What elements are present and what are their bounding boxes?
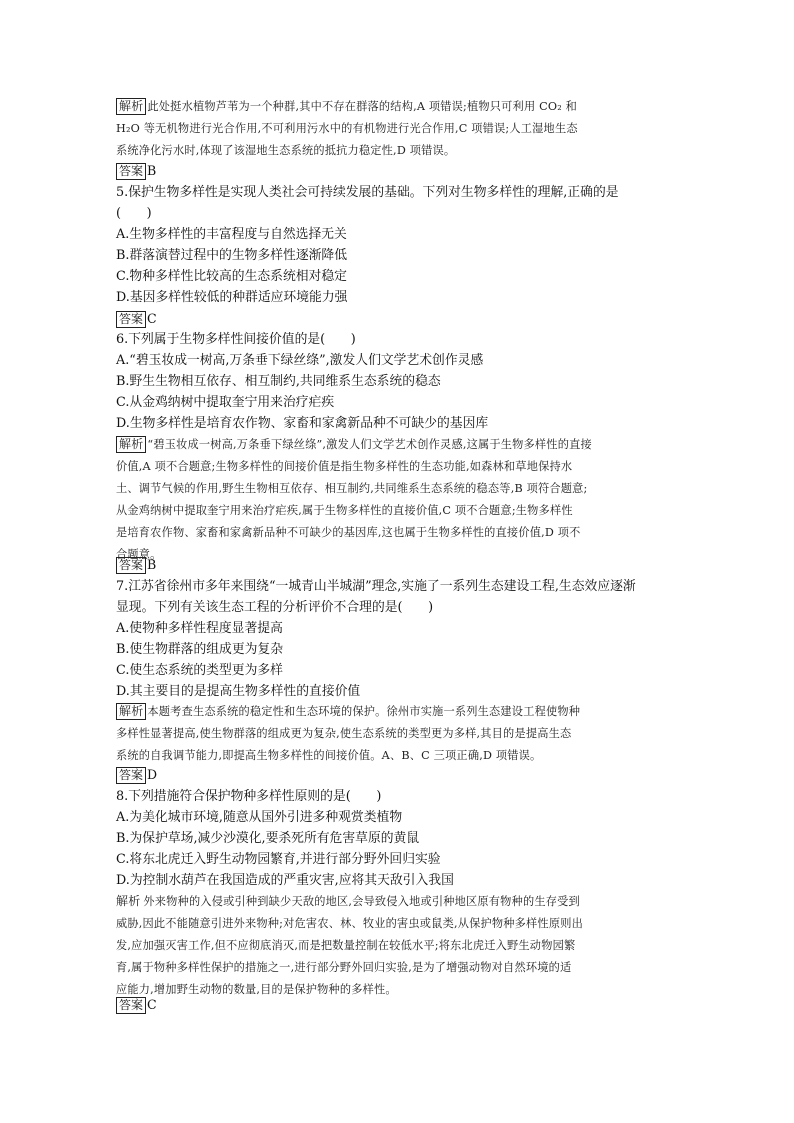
question-7 [116, 576, 636, 702]
question-stem: 显现。下列有关该生态工程的分析评价不合理的是( ) [116, 600, 434, 615]
question-stem: 5.保护生物多样性是实现人类社会可持续发展的基础。下列对生物多样性的理解,正确的是 [116, 185, 619, 200]
option-c: C.使生态系统的类型更为多样 [116, 663, 283, 678]
option-a: A.为美化城市环境,随意从国外引进多种观赏类植物 [116, 810, 403, 825]
answer-value: B [147, 557, 157, 572]
explanation-line: “碧玉妆成一树高,万条垂下绿丝绦”,激发人们文学艺术创作灵感,这属于生物多样性的直接 [147, 438, 592, 451]
option-b: B.为保护草场,减少沙漠化,要杀死所有危害草原的黄鼠 [116, 831, 420, 846]
explanation-line: 系统净化污水时,体现了该湿地生态系统的抵抗力稳定性,D 项错误。 [116, 144, 456, 157]
option-d: D.为控制水葫芦在我国造成的严重灾害,应将其天敌引入我国 [116, 873, 454, 888]
option-b: B.使生物群落的组成更为复杂 [116, 642, 284, 657]
answer-tag: 答案 [116, 557, 146, 574]
explanation-tag: 解析 [116, 703, 146, 720]
answer-value: B [147, 163, 157, 178]
explanation-line: 应能力,增加野生动物的数量,目的是保护物种的多样性。 [116, 983, 397, 996]
explanation-tag: 解析 [116, 98, 146, 115]
explanation-line: 发,应加强灭害工作,但不应彻底消灭,而是把数量控制在较低水平;将东北虎迁入野生动物园繁 [116, 939, 576, 952]
option-a: A.使物种多样性程度显著提高 [116, 621, 283, 636]
question-stem: 6.下列属于生物多样性间接价值的是( ) [116, 332, 356, 347]
answer-tag: 答案 [116, 163, 146, 180]
question-8 [116, 786, 454, 891]
explanation-line: 威胁,因此不能随意引进外来物种;对危害农、林、牧业的害虫或鼠类,从保护物种多样性原则出 [116, 917, 583, 930]
answer-value: C [147, 997, 157, 1012]
option-d: D.生物多样性是培育农作物、家畜和家禽新品种不可缺少的基因库 [116, 416, 489, 431]
q4-explanation [116, 96, 578, 162]
option-a: A.“碧玉妆成一树高,万条垂下绿丝绦”,激发人们文学艺术创作灵感 [116, 353, 484, 368]
answer-value: D [147, 767, 158, 782]
explanation-tag: 解析 [116, 436, 146, 453]
question-5 [116, 182, 619, 329]
question-stem: ( ) [116, 206, 152, 221]
q6-answer [116, 554, 156, 575]
q8-explanation [116, 891, 583, 1001]
q7-explanation [116, 701, 580, 767]
q8-answer [116, 994, 157, 1015]
option-d: D.基因多样性较低的种群适应环境能力强 [116, 290, 348, 305]
q4-answer [116, 160, 156, 181]
explanation-line: 价值,A 项不合题意;生物多样性的间接价值是指生物多样性的生态功能,如森林和草地保持水 [116, 460, 573, 473]
explanation-line: 此处挺水植物芦苇为一个种群,其中不存在群落的结构,A 项错误;植物只可利用 CO₂ 和 [147, 100, 578, 113]
answer-tag: 答案 [116, 767, 146, 784]
question-stem: 8.下列措施符合保护物种多样性原则的是( ) [116, 789, 382, 804]
option-b: B.野生生物相互依存、相互制约,共同维系生态系统的稳态 [116, 374, 441, 389]
option-d: D.其主要目的是提高生物多样性的直接价值 [116, 684, 361, 699]
q6-explanation [116, 434, 592, 566]
explanation-line: 从金鸡纳树中提取奎宁用来治疗疟疾,属于生物多样性的直接价值,C 项不合题意;生物多样性 [116, 504, 573, 517]
q7-answer [116, 764, 157, 785]
explanation-line: 系统的自我调节能力,即提高生物多样性的间接价值。A、B、C 三项正确,D 项错误。 [116, 749, 542, 762]
option-a: A.生物多样性的丰富程度与自然选择无关 [116, 227, 347, 242]
explanation-line: 育,属于物种多样性保护的措施之一,进行部分野外回归实验,是为了增强动物对自然环境的适 [116, 961, 572, 974]
explanation-line: 是培育农作物、家畜和家禽新品种不可缺少的基因库,这也属于生物多样性的直接价值,D 项不 [116, 526, 581, 539]
answer-tag: 答案 [116, 311, 146, 328]
explanation-line: 合题意。 [116, 548, 162, 561]
explanation-line: 本题考查生态系统的稳定性和生态环境的保护。徐州市实施一系列生态建设工程使物种 [147, 705, 581, 718]
question-6 [116, 329, 488, 434]
answer-tag: 答案 [116, 997, 146, 1014]
answer-value: C [147, 311, 157, 326]
option-c: C.从金鸡纳树中提取奎宁用来治疗疟疾 [116, 395, 335, 410]
explanation-line: 多样性显著提高,使生物群落的组成更为复杂,使生态系统的类型更为多样,其目的是提高生态 [116, 727, 572, 740]
option-c: C.物种多样性比较高的生态系统相对稳定 [116, 269, 347, 284]
explanation-line: 外来物种的入侵或引种到缺少天敌的地区,会导致侵入地或引种地区原有物种的生存受到 [143, 895, 580, 908]
explanation-line: H₂O 等无机物进行光合作用,不可利用污水中的有机物进行光合作用,C 项错误;人工湿地生态 [116, 122, 578, 135]
option-c: C.将东北虎迁入野生动物园繁育,并进行部分野外回归实验 [116, 852, 441, 867]
question-stem: 7.江苏省徐州市多年来围绕“一城青山半城湖”理念,实施了一系列生态建设工程,生态效应逐渐 [116, 579, 636, 594]
option-b: B.群落演替过程中的生物多样性逐渐降低 [116, 248, 348, 263]
explanation-tag: 解析 [116, 894, 141, 908]
explanation-line: 土、调节气候的作用,野生生物相互依存、相互制约,共同维系生态系统的稳态等,B 项符合题意; [116, 482, 588, 495]
